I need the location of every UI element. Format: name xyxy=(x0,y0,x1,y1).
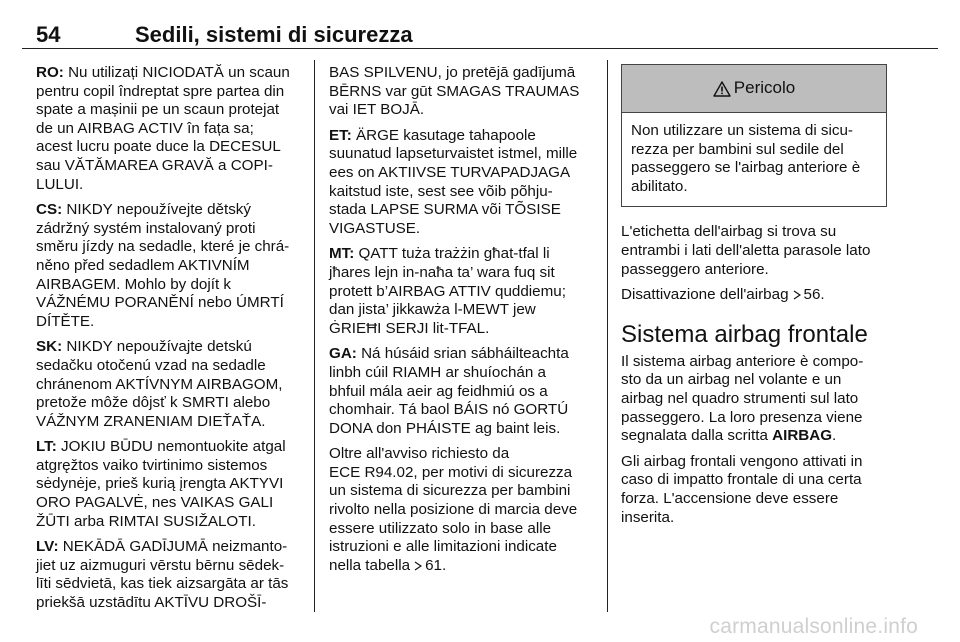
section-title: Sedili, sistemi di sicurezza xyxy=(135,22,413,47)
column-divider-2 xyxy=(607,60,608,612)
language-code: RO: xyxy=(36,64,64,81)
warning-triangle-icon xyxy=(713,81,731,97)
paragraph-deactivation-ref: Disattivazione dell'airbag 56. xyxy=(621,286,825,304)
paragraph-airbag-trigger: Gli airbag frontali vengono attivati in caso di impatto frontale di una certa forza. L'accensione deve essere inserita. xyxy=(621,452,863,526)
paragraph-ga: GA: Ná húsáid srian sábháilteachta linbh cúil RIAMH ar shuíochán a bhfuil mála aeir ag feidhmiú os a chomhair. Tá baol BÁIS nó GORTÚ DONA don PHÁISTE ag baint leis. xyxy=(329,345,569,437)
paragraph-et: ET: ÄRGE kasutage tahapoole suunatud lapseturvaistet istmel, mille ees on AKTIIVSE TURVAPADJAGA kaitstud iste, sest see võib põhju- stada LAPSE SURMA või TÕSISE VIGASTUSE. xyxy=(329,126,578,237)
paragraph-ece-note: Oltre all'avviso richiesto da ECE R94.02, per motivi di sicurezza un sistema di sicurezza per bambini rivolto nella posizione di marcia deve essere utilizzato solo in base alle istruzioni e alle limitazioni indicate nella tabella 61. xyxy=(329,445,578,574)
page-reference-arrow-icon xyxy=(414,561,422,571)
warning-header xyxy=(622,65,886,113)
warning-title: Pericolo xyxy=(733,78,796,98)
airbag-label: AIRBAG xyxy=(772,427,833,445)
column-3 xyxy=(621,64,887,534)
paragraph-mt: MT: QATT tuża trażżin għat-tfal li jħares lejn in-naħa ta’ wara fuq sit protett b’AIRBAG ATTIV quddiemu; dan jista’ jikkawża l-MEWT jew ĠRIEĦI SERJI lit-TFAL. xyxy=(329,245,566,337)
paragraph-ro: RO: Nu utilizați NICIODATĂ un scaun pentru copil îndreptat spre partea din spate a mașinii pe un scaun protejat de un AIRBAG ACTIV în fața sa; acest lucru poate duce la DECESUL sau VĂTĂMAREA GRAVĂ a COPI- LULUI. xyxy=(36,64,290,193)
paragraph-airbag-intro: Il sistema airbag anteriore è compo- sto da un airbag nel volante e un airbag nel quadro strumenti sul lato passeggero. La loro presenza viene segnalata dalla scritta AIRBAG. xyxy=(621,352,864,445)
column-2 xyxy=(329,64,593,582)
language-code: SK: xyxy=(36,338,63,356)
paragraph-lv-continued: BAS SPILVENU, jo pretējā gadījumā BĒRNS var gūt SMAGAS TRAUMAS vai IET BOJĀ. xyxy=(329,64,580,119)
paragraph-lv: LV: NEKĀDĀ GADĪJUMĀ neizmanto- jiet uz aizmuguri vērstu bērnu sēdek- līti sēdvietā, kas tiek aizsargāta ar tās priekšā uzstādītu AKTĪVU DROŠĪ- xyxy=(36,538,289,612)
language-code: MT: xyxy=(329,245,355,263)
paragraph-cs: CS: NIKDY nepoužívejte dětský zádržný systém instalovaný proti směru jízdy na sedadle, které je chrá- něno před sedadlem AKTIVNÍM AIRBAGEM. Mohlo by dojít k VÁŽNÉMU PORANĚNÍ nebo ÚMRTÍ DÍTĚTE. xyxy=(36,201,290,330)
column-divider-1 xyxy=(314,60,315,612)
language-code: GA: xyxy=(329,345,357,363)
language-code: ET: xyxy=(329,126,352,144)
language-code: LV: xyxy=(36,538,59,556)
page-reference-arrow-icon xyxy=(793,290,801,300)
warning-box xyxy=(621,64,887,207)
page-reference-link[interactable]: 61. xyxy=(425,556,447,574)
language-code: CS: xyxy=(36,201,63,219)
page-number: 54 xyxy=(36,22,61,47)
paragraph-lt: LT: JOKIU BŪDU nemontuokite atgal atgręžtos vaiko tvirtinimo sistemos sėdynėje, prieš kurią įrengta AKTYVI ORO PAGALVĖ, nes VAIKAS GALI ŽŪTI arba RIMTAI SUSIŽALOTI. xyxy=(36,438,286,530)
page-header xyxy=(22,0,938,49)
section-heading: Sistema airbag frontale xyxy=(621,320,868,348)
paragraph-label-location: L'etichetta dell'airbag si trova su entrambi i lati dell'aletta parasole lato passeggero anteriore. xyxy=(621,223,871,278)
column-1 xyxy=(36,64,300,620)
language-code: LT: xyxy=(36,438,57,456)
warning-text: Non utilizzare un sistema di sicu- rezza per bambini sul sedile del passeggero se l'airbag anteriore è abilitato. xyxy=(631,122,861,195)
watermark: carmanualsonline.info xyxy=(709,615,918,638)
page-reference-link[interactable]: 56. xyxy=(803,286,825,304)
paragraph-sk: SK: NIKDY nepoužívajte detskú sedačku otočenú vzad na sedadle chránenom AKTÍVNYM AIRBAGOM, pretože môže dôjsť k SMRTI alebo VÁŽNYM ZRANENIAM DIEŤAŤA. xyxy=(36,338,283,430)
